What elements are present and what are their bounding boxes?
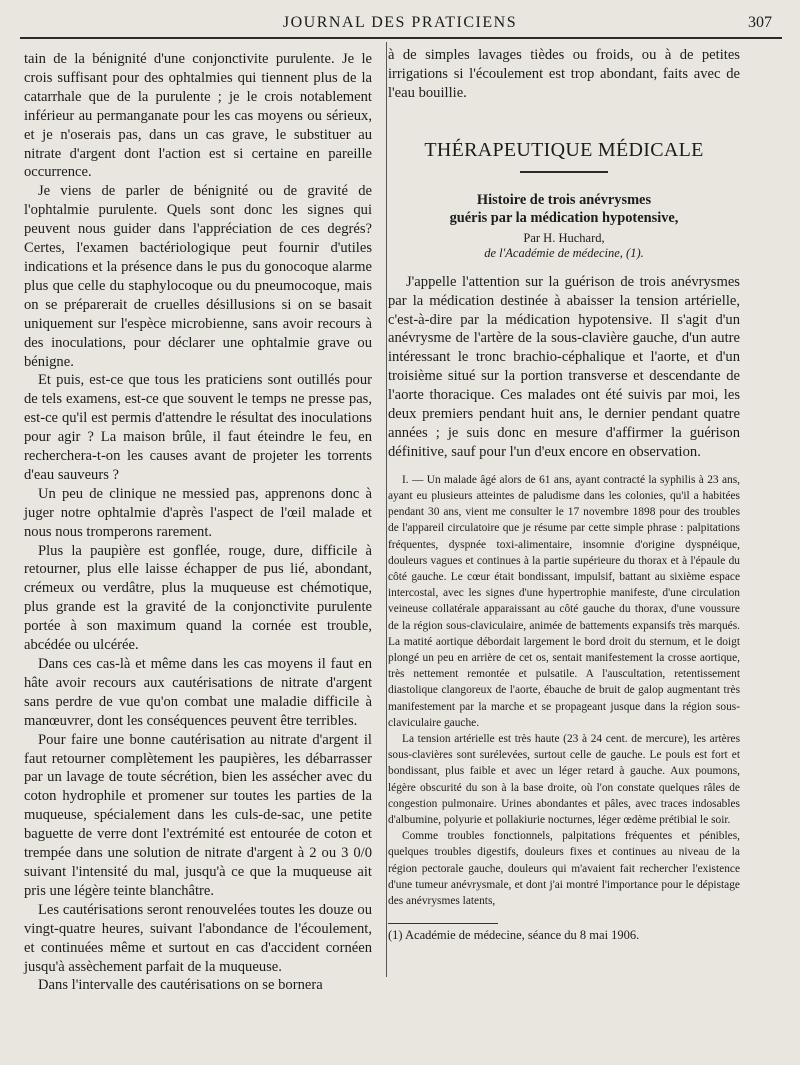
intro <box>388 273 740 462</box>
page-number: 307 <box>748 14 772 31</box>
section-rule <box>520 171 608 173</box>
paragraph: Un peu de clinique ne messied pas, apprenons donc à juger notre ophtalmie d'après l'aspect de l'œil malade et nous nous tromperons rarement. <box>24 485 372 540</box>
column-divider <box>386 42 387 977</box>
author: Par H. Huchard, <box>523 230 605 245</box>
article-title-line: guéris par la médication hypotensive, <box>449 209 679 226</box>
right-column <box>388 46 740 943</box>
affiliation: de l'Académie de médecine, (1). <box>484 245 644 260</box>
paragraph: tain de la bénignité d'une conjonctivite purulente. Je le crois suffisant pour des ophtalmies qui tiennent plus de la catarrhale que de la purulente ; je le crois notablement inférieur au permanganate pour les cas moyens ou sérieux, et je n'oserais pas, dans un cas grave, le substituer au nitrate d'argent dont l'action est si certaine en pareille occurrence. <box>24 51 372 181</box>
byline <box>388 231 740 261</box>
footnote-rule <box>388 923 498 924</box>
article-title-line: Histoire de trois anévrysmes <box>476 191 652 208</box>
paragraph: Pour faire une bonne cautérisation au nitrate d'argent il faut retourner complètement les paupières, les débarrasser par un lavage de toute sécrétion, bien les assécher avec du coton hydrophile et promener sur toutes les parties de la muqueuse, spécialement dans les culs-de-sac, une petite baguette de verre dont l'extrémité est entourée de coton et trempée dans une solution de nitrate d'argent à 2 ou 3 0/0 suivant l'intensité du mal, jusqu'à ce que la muqueuse ait pris une légère teinte blanchâtre. <box>24 731 372 899</box>
paragraph: Je viens de parler de bénignité ou de gravité de l'ophtalmie purulente. Quels sont donc les signes qui peuvent nous guider dans l'appréciation de ces degrés? Certes, l'examen bactériologique peut fournir d'utiles indications et la présence dans le pus du gonocoque alarme plus que celle du staphylocoque ou du pneumocoque, mais on se préparerait de cruelles désillusions si on se basait uniquement sur l'espèce microbienne, sans avoir recours à des inoculations, pour déclarer une ophtalmie grave ou bénigne. <box>24 183 372 370</box>
paragraph: Les cautérisations seront renouvelées toutes les douze ou vingt-quatre heures, suivant l'abondance de l'écoulement, et continuées même et surtout en cas d'accident cornéen jusqu'à assèchement parfait de la muqueuse. <box>24 901 372 975</box>
case-paragraph: La tension artérielle est très haute (23 à 24 cent. de mercure), les artères sous-clavières sont surélevées, surtout celle de gauche. Le pouls est fort et bondissant, plus faible et avec un léger retard à gauche. Aux poumons, légère obscurité du son à la base droite, où l'on constate quelques râles de congestion pulmonaire. Urines abondantes et pâles, avec traces indosables d'albumine, polyurie et pollakiurie nocturnes, léger œdème prétibial le soir. <box>388 733 740 827</box>
paragraph: Dans l'intervalle des cautérisations on se bornera <box>38 977 323 994</box>
section-title: THÉRAPEUTIQUE MÉDICALE <box>424 138 704 161</box>
running-head <box>24 12 776 36</box>
footnote: (1) Académie de médecine, séance du 8 mai 1906. <box>388 928 640 943</box>
journal-title: JOURNAL DES PRATICIENS <box>282 14 518 31</box>
left-column <box>24 50 372 995</box>
intro-paragraph: J'appelle l'attention sur la guérison de trois anévrysmes par la médication destinée à abaisser la tension artérielle, c'est-à-dire par la médication hypotensive. Il s'agit d'un anévrysme de l'artère de la sous-clavière gauche, d'un autre intéressant le tronc brachio-céphalique et l'aorte, et d'un troisième situé sur la portion transverse et descendante de l'aorte thoracique. Ces malades ont été suivis par moi, les deux premiers pendant huit ans, le dernier pendant quatre années ; je suis donc en mesure d'affirmer la guérison définitive, sauf pour l'un d'eux encore en observation. <box>388 273 740 460</box>
header-rule <box>20 37 782 39</box>
case-paragraph: Comme troubles fonctionnels, palpitations fréquentes et pénibles, quelques troubles digestifs, douleurs fixes et continues au niveau de la région pectorale gauche, douleurs qui m'avaient fait rechercher l'existence d'une tumeur anévrysmale, et dont j'ai montré l'importance pour le dépistage des anévrysmes latents, <box>388 830 740 908</box>
paragraph: Et puis, est-ce que tous les praticiens sont outillés pour de tels examens, est-ce que souvent le temps ne presse pas, est-ce qu'il est permis d'attendre le résultat des inoculations pour agir ? La maison brûle, il faut éteindre le feu, en recherchera-t-on les causes avant de projeter les torrents d'eau sauveurs ? <box>24 372 372 483</box>
article-title <box>388 191 740 227</box>
paragraph: Plus la paupière est gonflée, rouge, dure, difficile à retourner, plus elle laisse échapper de pus lié, abondant, crémeux ou verdâtre, plus la muqueuse est chémotique, plus grande est la gravité de la conjonctivite purulente portée à son maximum quand la cornée est trouble, abcédée ou ulcérée. <box>24 542 372 654</box>
case-paragraph: I. — Un malade âgé alors de 61 ans, ayant contracté la syphilis à 23 ans, ayant eu plusieurs atteintes de paludisme dans les colonies, qu'il a habitées pendant 30 ans, vient me consulter le 17 novembre 1898 pour des troubles de l'appareil circulatoire que je résume par cette simple phrase : palpitations fréquentes, dyspnée toxi-alimentaire, insomnie d'origine dyspnéique, douleurs vagues et continues à la partie supérieure du thorax et à l'épaule du côté gauche. Le cœur était bondissant, impulsif, battant au sixième espace intercostal, avec les signes d'une hypertrophie manifeste, d'une circulation veineuse collatérale apparaissant au côté gauche du thorax, d'une voussure de la région sous-claviculaire, animée de battements expansifs très marqués. La matité aortique débordait largement le bord droit du sternum, et le doigt plongé un peu en arrière de cet os, sentait manifestement la crosse aortique, très nettement remontée et pulsatile. A l'auscultation, retentissement diastolique clangoreux de l'aorte, ébauche de bruit de galop augmentant très manifestement par la marche et se propageant jusque dans la région sous-claviculaire gauche. <box>388 473 740 729</box>
case-text <box>388 472 740 909</box>
paragraph: Dans ces cas-là et même dans les cas moyens il faut en hâte avoir recours aux cautérisations de nitrate d'argent sans perdre de vue qu'on combat une maladie difficile à manœuvrer, dont les conséquences peuvent être terribles. <box>24 656 372 729</box>
continuation-paragraph: à de simples lavages tièdes ou froids, ou à de petites irrigations si l'écoulement est trop abondant, faits avec de l'eau bouillie. <box>388 47 740 101</box>
